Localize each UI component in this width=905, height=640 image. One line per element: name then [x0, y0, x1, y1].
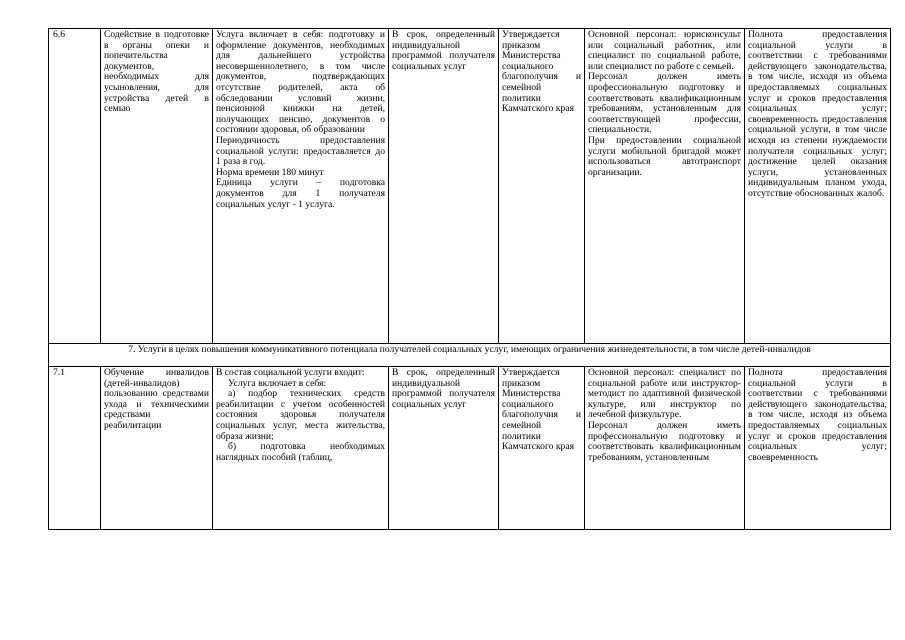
service-staff-cell: [585, 367, 745, 530]
cell-paragraph: При предоставлении социальной услуги мобильной бригадой может использоваться автотранспорт организации.: [588, 134, 741, 178]
cell-paragraph: Персонал должен иметь профессиональную подготовку и соответствовать квалификационным требованиям, установленным: [588, 419, 741, 463]
cell-paragraph: Единица услуги – подготовка документов для 1 получателя социальных услуг - 1 услуга.: [216, 177, 385, 210]
cell-paragraph: В срок, определенный индивидуальной программой получателя социальных услуг: [392, 29, 495, 72]
service-term-cell: [389, 29, 499, 344]
content-intro: В состав социальной услуги входит:: [216, 367, 365, 378]
service-content-cell: [213, 29, 389, 344]
cell-paragraph: Услуга включает в себя:: [228, 377, 327, 389]
cell-paragraph: В срок, определенный индивидуальной программой получателя социальных услуг: [392, 367, 495, 410]
cell-paragraph: Полнота предоставления социальной услуги в соответствии с требованиями действующего законодательства, в том числе, исходя из объема предоставляемых социальных услуг и сроков предоставления социальных услуг; своевременность: [748, 367, 887, 463]
service-number: 7.1: [49, 367, 101, 530]
cell-paragraph: Персонал должен иметь профессиональную подготовку и соответствовать квалификационным требованиям, установленным для соответствующей профессии, специальности.: [588, 71, 741, 136]
section-header-row: [49, 344, 891, 367]
service-name-cell: [101, 29, 213, 344]
cell-paragraph: Утверждается приказом Министерства социального благополучия и семейной политики Камчатского края: [502, 367, 581, 453]
service-term-cell: [389, 367, 499, 530]
cell-paragraph: б) подготовка необходимых наглядных пособий (таблиц,: [216, 441, 385, 463]
services-table: [48, 28, 891, 530]
cell-paragraph: Услуга включает в себя: подготовку и оформление документов, необходимых для дальнейшего устройства несовершеннолетнего, в том числе документов, подтверждающих отсутствие родителей, акта об обследовании условий жизни, пенсионной книжки на детей, получающих пенсию, документов о состоянии здоровья, об образовании: [216, 29, 385, 136]
cell-paragraph: Обучение инвалидов (детей-инвалидов) пользованию средствами ухода и техническими средствами реабилитации: [104, 367, 209, 431]
service-standard-cell: [499, 367, 585, 530]
cell-paragraph: Содействие в подготовке в органы опеки и попечительства документов, необходимых для усыновления, для устройства детей в семью: [104, 29, 209, 115]
cell-paragraph: Основной персонал: специалист по социальной работе или инструктор-методист по адаптивной физической культуре, или инструктор по лечебной физкультуре.: [588, 367, 741, 421]
service-name-cell: [101, 367, 213, 530]
table-row: [49, 29, 891, 344]
cell-paragraph: Периодичность предоставления социальной услуги: предоставляется до 1 раза в год.: [216, 134, 385, 168]
cell-paragraph: Норма времени 180 минут: [216, 166, 324, 178]
service-quality-cell: [745, 29, 891, 344]
service-number: 6.6: [49, 29, 101, 344]
service-quality-cell: [745, 367, 891, 530]
service-content-cell: [213, 367, 389, 530]
service-standard-cell: [499, 29, 585, 344]
cell-paragraph: Утверждается приказом Министерства социального благополучия и семейной политики Камчатского края: [502, 29, 581, 115]
table-row: [49, 367, 891, 530]
cell-paragraph: Полнота предоставления социальной услуги в соответствии с требованиями действующего законодательства, в том числе, исходя из объема предоставляемых социальных услуг и сроков предоставления социальных услуг; своевременность предоставления социальной услуги, в том числе исходя из степени нуждаемости получателя социальных услуг; достижение целей оказания услуги, установленных индивидуальным планом ухода, отсутствие обоснованных жалоб.: [748, 29, 887, 199]
cell-paragraph: Основной персонал: юрисконсульт или социальный работник, или специалист по социальной работе, или специалист по работе с семьей.: [588, 29, 741, 72]
cell-paragraph: а) подбор технических средств реабилитации с учетом особенностей состояния здоровья получателя социальных услуг, места жительства, образа жизни;: [216, 388, 385, 442]
section-title: 7. Услуги в целях повышения коммуникативного потенциала получателей социальных услуг, имеющих ограничения жизнедеятельности, в том числе детей-инвалидов: [49, 344, 891, 367]
service-staff-cell: [585, 29, 745, 344]
